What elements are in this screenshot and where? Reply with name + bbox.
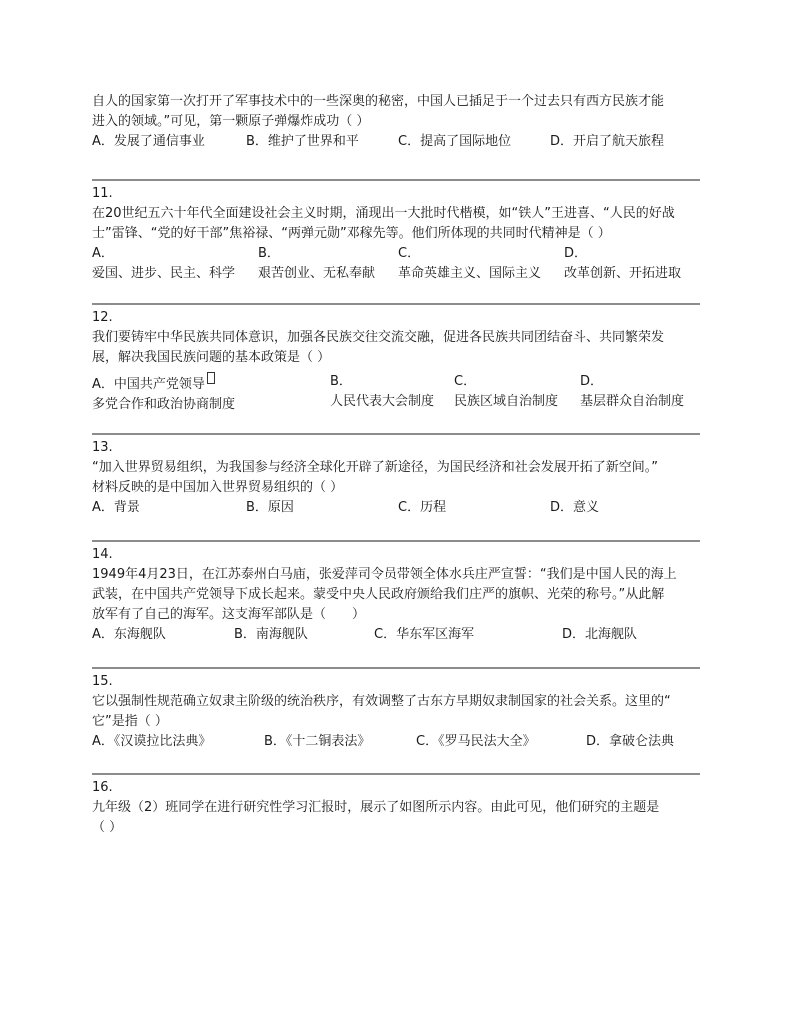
question-11-line-1: 在20世纪五六十年代全面建设社会主义时期，涌现出一大批时代楷模，如“铁人”王进喜、“人民的好战 <box>92 206 675 221</box>
option-d[interactable] <box>564 244 681 284</box>
option-text: 人民代表大会制度 <box>330 394 435 409</box>
question-16 <box>92 778 700 838</box>
option-letter: C． <box>398 246 421 261</box>
question-15-line-1: 它以强制性规范确立奴隶主阶级的统治秩序，有效调整了古东方早期奴隶制国家的社会关系。这里的“ <box>92 694 671 709</box>
question-15 <box>92 672 700 752</box>
option-letter: A． <box>92 246 114 261</box>
question-number: 16. <box>92 780 113 795</box>
question-number: 12. <box>92 310 113 325</box>
option-letter: C． <box>454 374 477 389</box>
question-11-options <box>92 244 700 284</box>
option-text: 基层群众自治制度 <box>580 394 685 409</box>
question-12-line-1: 我们要铸牢中华民族共同体意识，加强各民族交往交流交融，促进各民族共同团结奋斗、共同繁荣发 <box>92 330 665 345</box>
option-d[interactable]: D．北海舰队 <box>562 627 638 642</box>
option-text: 改革创新、开拓进取 <box>564 266 682 281</box>
separator <box>92 667 700 669</box>
option-a[interactable] <box>92 372 235 415</box>
option-c[interactable]: C．历程 <box>398 500 447 515</box>
option-letter: B． <box>258 246 280 261</box>
option-b[interactable] <box>330 372 434 412</box>
question-11-line-2: 士”雷锋、“党的好干部”焦裕禄、“两弹元勋”邓稼先等。他们所体现的共同时代精神是（ ） <box>92 226 611 241</box>
option-a[interactable]: A．东海舰队 <box>92 627 166 642</box>
question-10-line-1: 自人的国家第一次打开了军事技术中的一些深奥的秘密，中国人已插足于一个过去只有西方民族才能 <box>92 94 665 109</box>
question-number: 14. <box>92 547 113 562</box>
question-14-line-3: 放军有了自己的海军。这支海军部队是（ ） <box>92 607 366 622</box>
option-letter: B． <box>330 374 352 389</box>
question-12-line-2: 展，解决我国民族问题的基本政策是（ ） <box>92 350 331 365</box>
option-d[interactable]: D．拿破仑法典 <box>586 734 675 749</box>
separator <box>92 179 700 181</box>
option-d[interactable]: D．意义 <box>550 500 600 515</box>
question-13 <box>92 438 700 518</box>
question-14-line-1: 1949年4月23日，在江苏泰州白马庙，张爱萍司令员带领全体水兵庄严宣誓：“我们是中国人民的海上 <box>92 567 677 582</box>
question-15-options <box>92 732 700 752</box>
option-text: 民族区域自治制度 <box>454 394 559 409</box>
option-b[interactable]: B．维护了世界和平 <box>246 134 359 149</box>
option-b[interactable]: B．原因 <box>246 500 294 515</box>
option-a[interactable]: A．背景 <box>92 500 140 515</box>
question-13-line-1: “加入世界贸易组织，为我国参与经济全球化开辟了新途径，为国民经济和社会发展开拓了新空间。” <box>92 460 658 475</box>
option-text: 艰苦创业、无私奉献 <box>258 266 376 281</box>
question-16-line-2: （ ） <box>92 820 123 835</box>
question-14 <box>92 545 700 645</box>
option-c[interactable] <box>454 372 558 412</box>
question-number: 13. <box>92 440 113 455</box>
separator <box>92 773 700 775</box>
question-number: 11. <box>92 186 113 201</box>
question-13-line-2: 材料反映的是中国加入世界贸易组织的（ ） <box>92 480 344 495</box>
question-10-options <box>92 132 700 152</box>
option-b[interactable]: B．《十二铜表法》 <box>264 734 371 749</box>
option-text: 革命英雄主义、国际主义 <box>398 266 542 281</box>
option-b[interactable]: B．南海舰队 <box>234 627 308 642</box>
question-12-options <box>92 372 700 412</box>
option-c[interactable]: C．《罗马民法大全》 <box>416 734 536 749</box>
separator <box>92 433 700 435</box>
question-10-line-2: 进入的领域。”可见，第一颗原子弹爆炸成功（ ） <box>92 114 370 129</box>
option-a[interactable]: A．《汉谟拉比法典》 <box>92 734 212 749</box>
option-letter: D． <box>564 246 588 261</box>
question-13-options <box>92 498 700 518</box>
option-c[interactable] <box>398 244 541 284</box>
option-b[interactable] <box>258 244 375 284</box>
option-text: 多党合作和政治协商制度 <box>92 397 236 412</box>
option-c[interactable]: C．提高了国际地位 <box>398 134 512 149</box>
question-10 <box>92 92 700 152</box>
question-12 <box>92 308 700 412</box>
question-11 <box>92 184 700 284</box>
option-a[interactable] <box>92 244 235 284</box>
separator <box>92 540 700 542</box>
option-text: 爱国、进步、民主、科学 <box>92 266 236 281</box>
question-number: 15. <box>92 674 113 689</box>
option-c[interactable]: C．华东军区海军 <box>374 627 475 642</box>
question-14-options <box>92 625 700 645</box>
missing-glyph-icon <box>207 372 215 384</box>
separator <box>92 303 700 305</box>
question-15-line-2: 它”是指（ ） <box>92 714 168 729</box>
option-letter: D． <box>580 374 604 389</box>
option-d[interactable]: D．开启了航天旅程 <box>550 134 665 149</box>
option-d[interactable] <box>580 372 684 412</box>
question-16-line-1: 九年级（2）班同学在进行研究性学习汇报时，展示了如图所示内容。由此可见，他们研究的主题是 <box>92 800 660 815</box>
option-letter: A．中国共产党领导 <box>92 377 205 392</box>
option-a[interactable]: A．发展了通信事业 <box>92 134 205 149</box>
question-14-line-2: 武装，在中国共产党领导下成长起来。蒙受中央人民政府颁给我们庄严的旗帜、光荣的称号。”从此解 <box>92 587 665 602</box>
